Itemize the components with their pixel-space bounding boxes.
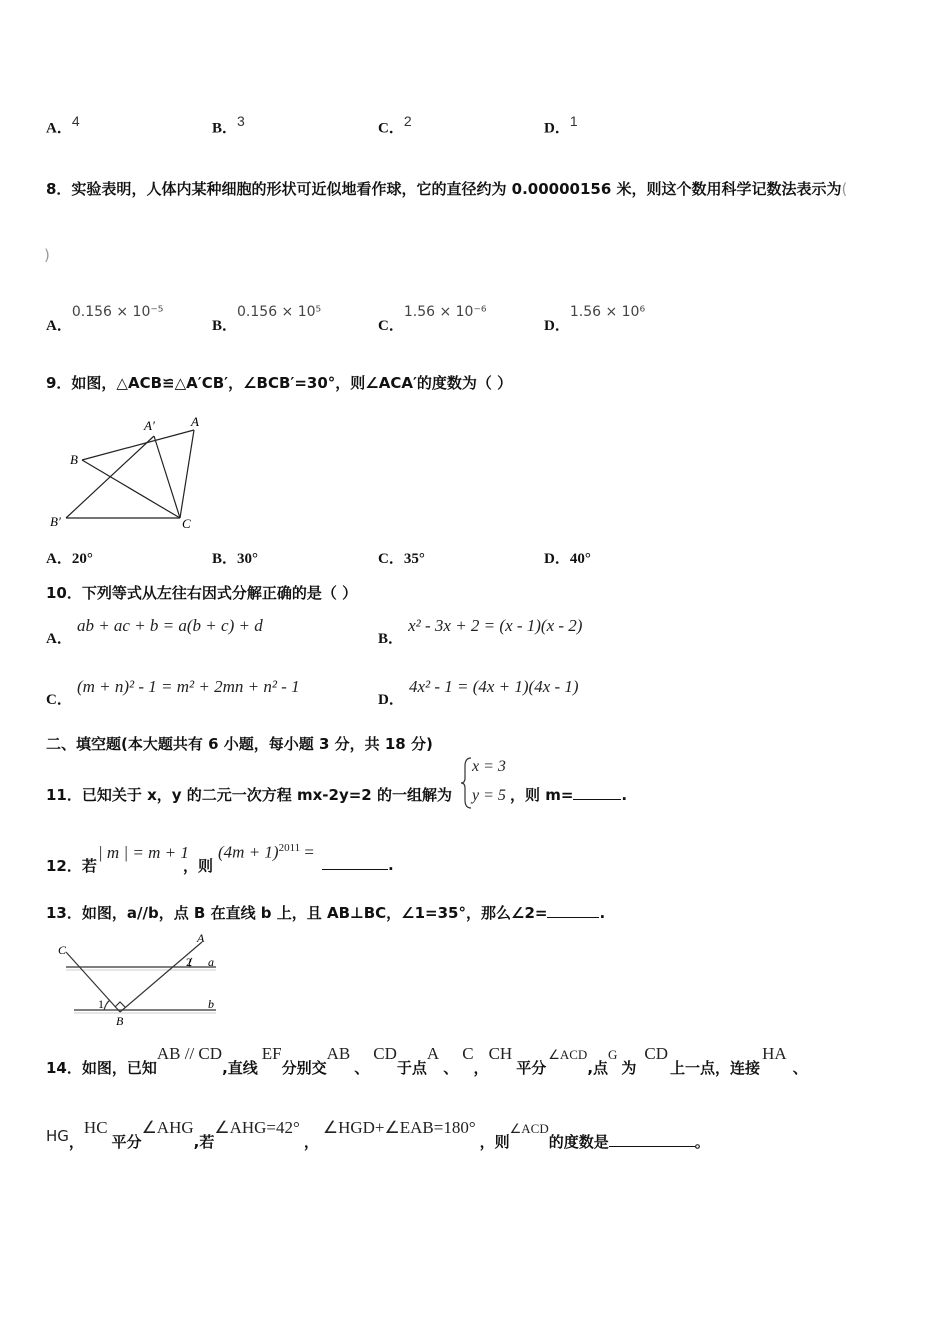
label-C: C bbox=[58, 943, 67, 957]
option-value: (m + n)² - 1 = m² + 2mn + n² - 1 bbox=[76, 677, 300, 696]
q7-option-a bbox=[46, 113, 80, 137]
q8-option-b bbox=[212, 300, 322, 334]
label-A: A bbox=[197, 932, 205, 945]
option-label: C． bbox=[46, 692, 72, 708]
option-value: 1 bbox=[569, 113, 578, 129]
option-label: D． bbox=[544, 318, 570, 334]
segment-BA bbox=[120, 942, 202, 1012]
q12-answer-blank[interactable] bbox=[322, 855, 388, 870]
q14-m11: HA bbox=[762, 1044, 787, 1063]
q14-l2-m5: ∠HGD+∠EAB=180° bbox=[322, 1118, 476, 1137]
q14-m5: A bbox=[426, 1044, 440, 1063]
q14-m10: CD bbox=[644, 1044, 669, 1063]
q14-l2-end: 。 bbox=[694, 1133, 710, 1151]
option-value: 0.156 × 10⁵ bbox=[237, 304, 322, 320]
q12-expression bbox=[218, 842, 314, 862]
q11-suffix: ，则 m= bbox=[510, 786, 574, 804]
label-B: B bbox=[70, 452, 78, 467]
option-value: x² - 3x + 2 = (x - 1)(x - 2) bbox=[408, 616, 583, 635]
q14-m6: C bbox=[462, 1044, 474, 1063]
label-B: B bbox=[116, 1014, 124, 1028]
q14-m2: EF bbox=[261, 1044, 282, 1063]
q14-p7: ， bbox=[473, 1059, 489, 1077]
option-label: B． bbox=[212, 120, 238, 137]
q14-p12: 、 bbox=[792, 1059, 808, 1077]
option-label: A． bbox=[46, 631, 72, 647]
q14-line-2 bbox=[46, 1117, 946, 1151]
q14-m7: CH bbox=[488, 1044, 513, 1063]
q12-end: . bbox=[388, 856, 394, 874]
q10-option-c bbox=[46, 676, 300, 708]
option-label: A． bbox=[46, 318, 72, 334]
segment-BA bbox=[82, 430, 194, 460]
q12-middle: ，则 bbox=[183, 857, 214, 875]
q14-l2-m1: HG bbox=[46, 1127, 69, 1145]
q14-p3: 分别交 bbox=[281, 1059, 327, 1077]
option-value: 0.156 × 10⁻⁵ bbox=[71, 304, 164, 320]
q9-option-b bbox=[212, 547, 258, 568]
q12-blank-wrap bbox=[322, 855, 394, 874]
q11-suffix-wrap bbox=[510, 784, 627, 805]
q8-option-c bbox=[378, 300, 487, 334]
label-angle-2: 2 bbox=[186, 955, 192, 969]
option-value: 2 bbox=[403, 113, 412, 129]
label-B-prime: B′ bbox=[50, 514, 61, 529]
section-2-title: 二、填空题(本大题共有 6 小题，每小题 3 分，共 18 分) bbox=[46, 735, 433, 753]
q14-m9: G bbox=[608, 1047, 618, 1062]
q8-close-paren: ) bbox=[44, 246, 50, 264]
segment-AC bbox=[180, 430, 194, 518]
option-value: 4 bbox=[71, 113, 80, 129]
q14-m1: AB // CD bbox=[156, 1044, 223, 1063]
label-C: C bbox=[182, 516, 191, 531]
option-label: B． bbox=[378, 631, 404, 647]
option-label: D． bbox=[544, 551, 570, 567]
option-label: C． bbox=[378, 318, 404, 334]
q14-l2-p6: 的度数是 bbox=[548, 1133, 609, 1151]
q14-p4: 、 bbox=[354, 1059, 370, 1077]
right-angle-mark bbox=[115, 1002, 125, 1007]
label-b: b bbox=[208, 997, 214, 1011]
q14-p6: 、 bbox=[443, 1059, 459, 1077]
q9-option-d bbox=[544, 547, 591, 568]
q14-p11: 上一点，连接 bbox=[670, 1059, 761, 1077]
q14-l2-m6: ∠ACD bbox=[509, 1121, 549, 1136]
option-value: 35° bbox=[403, 551, 425, 567]
option-value: 3 bbox=[237, 113, 245, 129]
q14-l2-p3: ,若 bbox=[193, 1133, 215, 1151]
label-A: A bbox=[191, 414, 199, 429]
segment-CB bbox=[66, 952, 120, 1012]
option-label: A． bbox=[46, 120, 72, 137]
q14-p5: 于点 bbox=[396, 1059, 427, 1077]
q12-expr-exp: 2011 bbox=[278, 842, 301, 854]
q11-prefix: 11．已知关于 x，y 的二元一次方程 mx-2y=2 的一组解为 bbox=[46, 786, 452, 804]
option-label: A． bbox=[46, 551, 72, 567]
option-value: 30° bbox=[237, 551, 259, 567]
option-value: ab + ac + b = a(b + c) + d bbox=[76, 616, 263, 635]
q7-option-b bbox=[212, 113, 245, 137]
label-A-prime: A′ bbox=[144, 418, 155, 433]
q10-question: 10．下列等式从左往右因式分解正确的是（ ） bbox=[46, 584, 358, 602]
q10-option-a bbox=[46, 615, 263, 647]
q13-text: 13．如图，a//b，点 B 在直线 b 上，且 AB⊥BC，∠1=35°，那么∠2= bbox=[46, 904, 548, 922]
q9-question: 9．如图，△ACB≌△A′CB′，∠BCB′=30°，则∠ACA′的度数为（ ） bbox=[46, 374, 513, 392]
q8-open-paren: ( bbox=[841, 180, 848, 198]
q13-answer-blank[interactable] bbox=[547, 903, 599, 918]
q9-option-a bbox=[46, 547, 93, 568]
angle-1-arc bbox=[104, 1000, 110, 1010]
q8-option-d bbox=[544, 300, 646, 334]
option-value: 1.56 × 10⁶ bbox=[569, 304, 646, 320]
option-label: C． bbox=[378, 551, 404, 567]
q14-l2-p2: 平分 bbox=[111, 1133, 142, 1151]
q12-prefix: 12．若 bbox=[46, 857, 97, 875]
q14-p8: 平分 bbox=[516, 1059, 547, 1077]
option-value: 4x² - 1 = (4x + 1)(4x - 1) bbox=[408, 677, 579, 696]
q14-answer-blank[interactable] bbox=[609, 1132, 695, 1147]
label-angle-1: 1 bbox=[98, 997, 104, 1011]
q12-condition: | m | = m + 1 bbox=[98, 843, 189, 862]
option-label: D． bbox=[378, 692, 404, 708]
q8-text: 8．实验表明，人体内某种细胞的形状可近似地看作球，它的直径约为 0.00000156 米，则这个数用科学记数法表示为 bbox=[46, 180, 842, 198]
q11-end: . bbox=[621, 786, 628, 804]
q14-l2-m3: ∠AHG bbox=[141, 1118, 194, 1137]
q14-l2-m2: HC bbox=[83, 1118, 108, 1137]
option-label: B． bbox=[212, 551, 238, 567]
option-label: C． bbox=[378, 120, 404, 137]
q11-eq1: x = 3 bbox=[472, 758, 506, 775]
q14-l2-m4: ∠AHG=42° bbox=[214, 1118, 300, 1137]
q7-option-d bbox=[544, 113, 578, 137]
q14-l2-p4: ， bbox=[303, 1133, 319, 1151]
q11-eq2: y = 5 bbox=[472, 787, 506, 804]
q7-option-c bbox=[378, 113, 412, 137]
q14-line-1 bbox=[46, 1043, 946, 1077]
q13-end: . bbox=[599, 904, 606, 922]
q14-l2-p1: ， bbox=[68, 1133, 84, 1151]
q10-option-d bbox=[378, 676, 579, 708]
label-a: a bbox=[208, 955, 214, 969]
option-value: 20° bbox=[71, 551, 93, 567]
q14-p1: 14．如图，已知 bbox=[46, 1059, 157, 1077]
option-label: B． bbox=[212, 318, 238, 334]
q11-answer-blank[interactable] bbox=[573, 785, 621, 800]
q14-l2-p5: ，则 bbox=[479, 1133, 510, 1151]
q14-p9: ,点 bbox=[587, 1059, 609, 1077]
segment-B'A' bbox=[66, 436, 154, 518]
option-value: 40° bbox=[569, 551, 591, 567]
q14-p2: ,直线 bbox=[222, 1059, 258, 1077]
q14-m4: CD bbox=[373, 1044, 397, 1063]
q10-option-b bbox=[378, 615, 583, 647]
q9-triangle-figure bbox=[46, 412, 216, 532]
option-label: D． bbox=[544, 120, 570, 137]
option-value: 1.56 × 10⁻⁶ bbox=[403, 304, 487, 320]
q12-expr-base: (4m + 1) bbox=[218, 842, 279, 862]
q14-p10: 为 bbox=[621, 1059, 637, 1077]
q12-equals: = bbox=[300, 842, 315, 862]
segment-A'C bbox=[154, 436, 180, 518]
q13-question bbox=[46, 902, 605, 923]
q8-question bbox=[46, 178, 847, 199]
q9-option-c bbox=[378, 547, 425, 568]
q14-m3: AB bbox=[326, 1044, 351, 1063]
q13-parallel-lines-figure bbox=[54, 932, 224, 1028]
q8-option-a bbox=[46, 300, 164, 334]
q14-m8: ∠ACD bbox=[548, 1047, 588, 1062]
